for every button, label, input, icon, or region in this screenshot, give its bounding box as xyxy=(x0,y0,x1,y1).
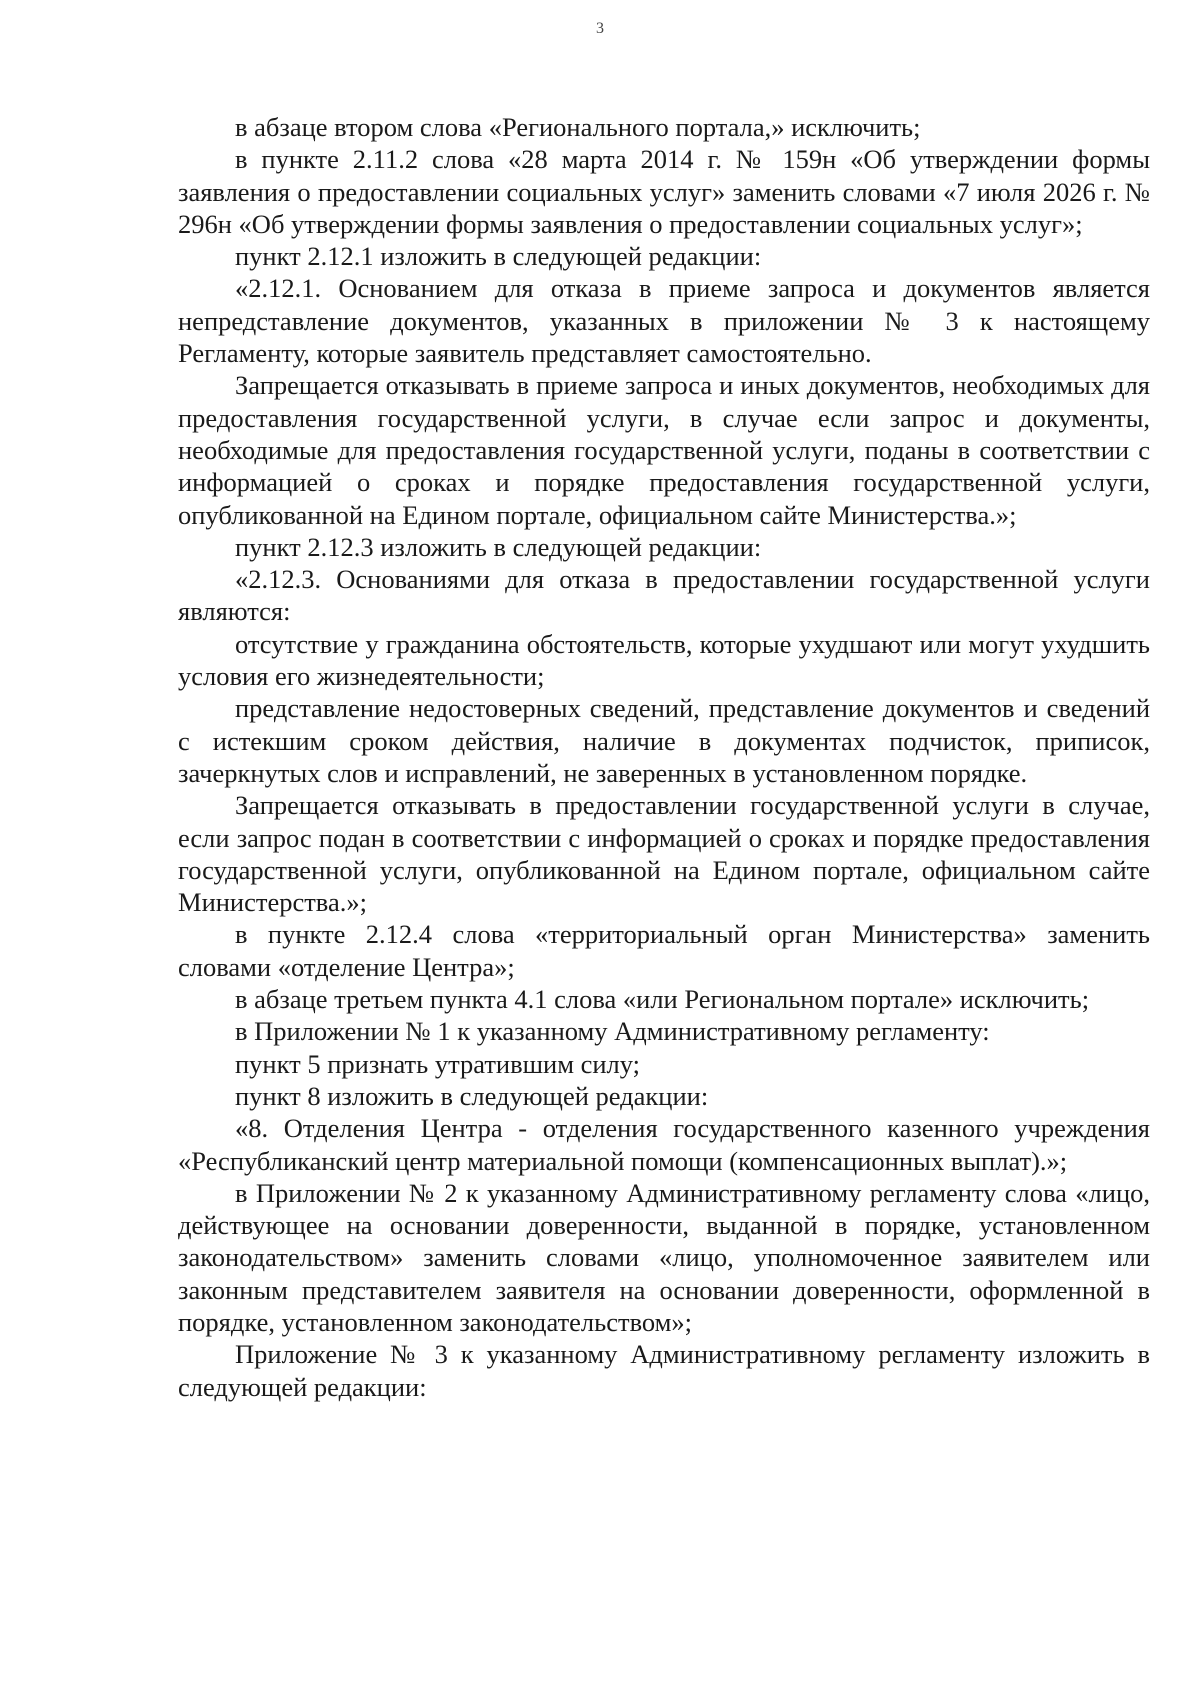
paragraph: в Приложении № 1 к указанному Административному регламенту: xyxy=(235,1016,990,1047)
paragraph: пункт 5 признать утратившим силу; xyxy=(235,1048,641,1079)
paragraph: Приложение № 3 к указанному Административному регламенту изложить в следующей редакции: xyxy=(178,1339,1150,1402)
paragraph: представление недостоверных сведений, представление документов и сведений с истекшим сроком действия, наличие в документах подчисток, приписок, зачеркнутых слов и исправлений, не заверенных в установленном порядке. xyxy=(178,693,1150,788)
paragraph: пункт 2.12.3 изложить в следующей редакции: xyxy=(235,531,762,562)
paragraph: «8. Отделения Центра - отделения государственного казенного учреждения «Республиканский центр материальной помощи (компенсационных выплат).»; xyxy=(178,1113,1150,1176)
paragraph: в Приложении № 2 к указанному Административному регламенту слова «лицо, действующее на основании доверенности, выданной в порядке, установленном законодательством» заменить словами «лицо, уполномоченное заявителем или законным представителем заявителя на основании доверенности, оформленной в порядке, установленном законодательством»; xyxy=(178,1177,1150,1337)
paragraph: «2.12.1. Основанием для отказа в приеме запроса и документов является непредставление документов, указанных в приложении № 3 к настоящему Регламенту, которые заявитель представляет самостоятельно. xyxy=(178,273,1150,369)
paragraph: в пункте 2.11.2 слова «28 марта 2014 г. № 159н «Об утверждении формы заявления о предоставлении социальных услуг» заменить словами «7 июля 2026 г. № 296н «Об утверждении формы заявления о предоставлении социальных услуг»; xyxy=(178,144,1150,239)
paragraph: пункт 8 изложить в следующей редакции: xyxy=(235,1080,709,1111)
paragraph: Запрещается отказывать в приеме запроса и иных документов, необходимых для предоставления государственной услуги, в случае если запрос и документы, необходимые для предоставления государственной услуги, поданы в соответствии с информацией о сроках и порядке предоставления государственной услуги, опубликованной на Едином портале, официальном сайте Министерства.»; xyxy=(178,370,1150,530)
paragraph: в пункте 2.12.4 слова «территориальный орган Министерства» заменить словами «отделение Центра»; xyxy=(178,919,1150,982)
paragraph: в абзаце втором слова «Регионального портала,» исключить; xyxy=(235,112,921,142)
paragraph: пункт 2.12.1 изложить в следующей редакции: xyxy=(235,241,762,272)
page-number: 3 xyxy=(596,20,604,37)
paragraph: в абзаце третьем пункта 4.1 слова «или Региональном портале» исключить; xyxy=(235,984,1090,1015)
paragraph: Запрещается отказывать в предоставлении государственной услуги в случае, если запрос подан в соответствии с информацией о сроках и порядке предоставления государственной услуги, опубликованной на Едином портале, официальном сайте Министерства.»; xyxy=(178,790,1150,918)
paragraph: отсутствие у гражданина обстоятельств, которые ухудшают или могут ухудшить условия его жизнедеятельности; xyxy=(178,628,1150,692)
paragraph: «2.12.3. Основаниями для отказа в предоставлении государственной услуги являются: xyxy=(178,564,1150,627)
document-body xyxy=(178,111,1150,1403)
